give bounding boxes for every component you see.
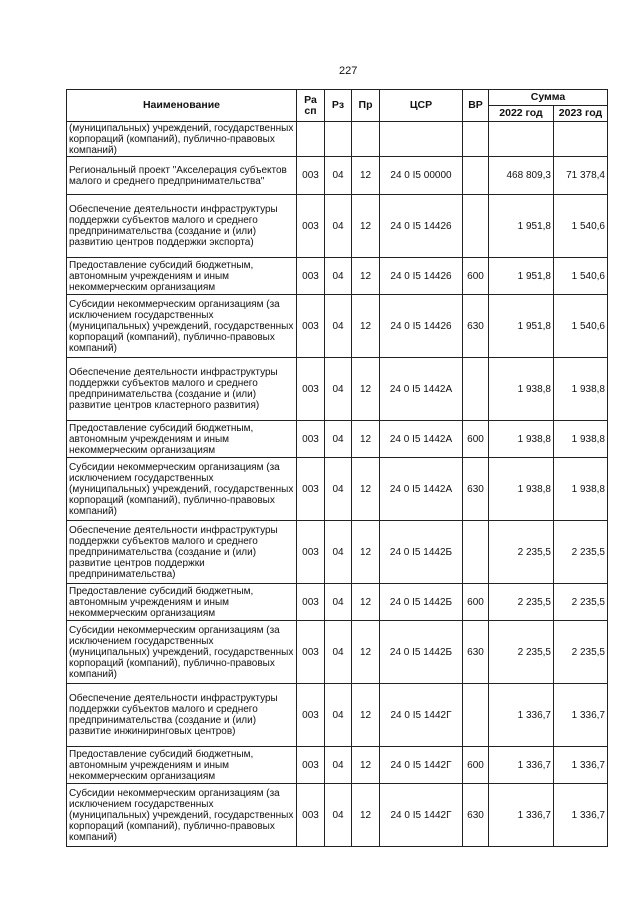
row-pr-cell: 12 <box>352 458 380 521</box>
row-name-cell: Субсидии некоммерческим организациям (за исключением государственных (муниципальных) учреждений, государственных корпораций (компаний), публично-правовых компаний) <box>67 784 297 847</box>
header-csr: ЦСР <box>380 90 463 122</box>
row-vr-cell <box>463 521 489 584</box>
row-name-cell: Обеспечение деятельности инфраструктуры поддержки субъектов малого и среднего предпринимательства (создание и (или) развитию центров поддержки экспорта) <box>67 195 297 258</box>
row-rasp-cell: 003 <box>297 295 325 358</box>
row-sum-2023-cell: 1 938,8 <box>554 421 608 458</box>
row-pr-cell: 12 <box>352 195 380 258</box>
row-vr-cell: 630 <box>463 784 489 847</box>
row-csr-cell: 24 0 I5 1442Б <box>380 521 463 584</box>
table-body <box>67 122 608 847</box>
row-name-cell: Субсидии некоммерческим организациям (за исключением государственных (муниципальных) учреждений, государственных корпораций (компаний), публично-правовых компаний) <box>67 621 297 684</box>
row-sum-2023-cell: 1 336,7 <box>554 684 608 747</box>
row-rz-cell: 04 <box>325 295 352 358</box>
row-rz-cell: 04 <box>325 784 352 847</box>
row-csr-cell: 24 0 I5 1442Б <box>380 584 463 621</box>
header-sum: Сумма <box>489 90 608 106</box>
row-vr-cell <box>463 358 489 421</box>
row-name-cell: (муниципальных) учреждений, государственных корпораций (компаний), публично-правовых компаний) <box>67 122 297 157</box>
row-name-cell: Предоставление субсидий бюджетным, автономным учреждениям и иным некоммерческим организациям <box>67 747 297 784</box>
table-row <box>67 421 608 458</box>
row-sum-2023-cell <box>554 122 608 157</box>
row-name-cell: Обеспечение деятельности инфраструктуры поддержки субъектов малого и среднего предпринимательства (создание и (или) развитие центров поддержки предпринимательства) <box>67 521 297 584</box>
row-sum-2023-cell: 1 336,7 <box>554 747 608 784</box>
row-sum-2023-cell: 1 938,8 <box>554 458 608 521</box>
row-rasp-cell: 003 <box>297 157 325 195</box>
row-sum-2022-cell: 1 938,8 <box>489 458 554 521</box>
row-csr-cell: 24 0 I5 1442Г <box>380 747 463 784</box>
header-rz: Рз <box>325 90 352 122</box>
row-pr-cell <box>352 122 380 157</box>
row-vr-cell: 630 <box>463 458 489 521</box>
row-vr-cell <box>463 122 489 157</box>
row-sum-2023-cell: 1 336,7 <box>554 784 608 847</box>
row-csr-cell: 24 0 I5 1442Б <box>380 621 463 684</box>
row-csr-cell: 24 0 I5 14426 <box>380 195 463 258</box>
row-pr-cell: 12 <box>352 421 380 458</box>
row-rasp-cell <box>297 122 325 157</box>
header-rasp: Ра сп <box>297 90 325 122</box>
row-rasp-cell: 003 <box>297 258 325 295</box>
table-row <box>67 784 608 847</box>
row-rasp-cell: 003 <box>297 521 325 584</box>
row-csr-cell: 24 0 I5 14426 <box>380 258 463 295</box>
row-rz-cell: 04 <box>325 258 352 295</box>
row-sum-2023-cell: 1 540,6 <box>554 295 608 358</box>
row-sum-2022-cell: 1 951,8 <box>489 258 554 295</box>
row-csr-cell: 24 0 I5 14426 <box>380 295 463 358</box>
table-row <box>67 747 608 784</box>
row-pr-cell: 12 <box>352 295 380 358</box>
row-name-cell: Обеспечение деятельности инфраструктуры поддержки субъектов малого и среднего предпринимательства (создание и (или) развитие центров кластерного развития) <box>67 358 297 421</box>
row-sum-2022-cell: 1 336,7 <box>489 747 554 784</box>
row-sum-2022-cell: 1 336,7 <box>489 684 554 747</box>
header-pr: Пр <box>352 90 380 122</box>
row-vr-cell <box>463 684 489 747</box>
table-row <box>67 295 608 358</box>
header-name: Наименование <box>67 90 297 122</box>
row-sum-2023-cell: 1 540,6 <box>554 195 608 258</box>
row-rz-cell: 04 <box>325 458 352 521</box>
row-rz-cell: 04 <box>325 157 352 195</box>
row-csr-cell: 24 0 I5 1442А <box>380 458 463 521</box>
row-pr-cell: 12 <box>352 747 380 784</box>
table-row <box>67 358 608 421</box>
row-csr-cell <box>380 122 463 157</box>
row-rz-cell: 04 <box>325 358 352 421</box>
row-rasp-cell: 003 <box>297 195 325 258</box>
row-rasp-cell: 003 <box>297 421 325 458</box>
row-pr-cell: 12 <box>352 521 380 584</box>
table-row <box>67 122 608 157</box>
row-vr-cell: 600 <box>463 258 489 295</box>
row-csr-cell: 24 0 I5 1442Г <box>380 784 463 847</box>
row-vr-cell: 630 <box>463 295 489 358</box>
table-row <box>67 621 608 684</box>
row-rz-cell: 04 <box>325 521 352 584</box>
row-rasp-cell: 003 <box>297 458 325 521</box>
row-csr-cell: 24 0 I5 00000 <box>380 157 463 195</box>
row-sum-2022-cell: 1 951,8 <box>489 195 554 258</box>
row-vr-cell <box>463 195 489 258</box>
row-vr-cell: 600 <box>463 747 489 784</box>
row-vr-cell <box>463 157 489 195</box>
row-sum-2022-cell: 1 336,7 <box>489 784 554 847</box>
table-row <box>67 195 608 258</box>
row-vr-cell: 600 <box>463 421 489 458</box>
row-rz-cell: 04 <box>325 684 352 747</box>
row-vr-cell: 630 <box>463 621 489 684</box>
row-sum-2023-cell: 2 235,5 <box>554 621 608 684</box>
row-name-cell: Субсидии некоммерческим организациям (за исключением государственных (муниципальных) учреждений, государственных корпораций (компаний), публично-правовых компаний) <box>67 295 297 358</box>
row-rasp-cell: 003 <box>297 584 325 621</box>
row-rasp-cell: 003 <box>297 358 325 421</box>
row-sum-2022-cell: 468 809,3 <box>489 157 554 195</box>
header-year-2023: 2023 год <box>554 106 608 122</box>
row-sum-2023-cell: 71 378,4 <box>554 157 608 195</box>
table-row <box>67 258 608 295</box>
row-vr-cell: 600 <box>463 584 489 621</box>
row-pr-cell: 12 <box>352 684 380 747</box>
table-row <box>67 584 608 621</box>
row-rasp-cell: 003 <box>297 747 325 784</box>
row-name-cell: Субсидии некоммерческим организациям (за исключением государственных (муниципальных) учреждений, государственных корпораций (компаний), публично-правовых компаний) <box>67 458 297 521</box>
row-sum-2022-cell: 1 951,8 <box>489 295 554 358</box>
table-row <box>67 521 608 584</box>
row-rz-cell: 04 <box>325 747 352 784</box>
row-sum-2023-cell: 1 938,8 <box>554 358 608 421</box>
row-pr-cell: 12 <box>352 784 380 847</box>
row-csr-cell: 24 0 I5 1442А <box>380 421 463 458</box>
row-csr-cell: 24 0 I5 1442Г <box>380 684 463 747</box>
row-pr-cell: 12 <box>352 358 380 421</box>
row-csr-cell: 24 0 I5 1442А <box>380 358 463 421</box>
header-year-2022: 2022 год <box>489 106 554 122</box>
table-row <box>67 157 608 195</box>
row-rasp-cell: 003 <box>297 684 325 747</box>
budget-table <box>66 89 608 847</box>
row-sum-2022-cell: 1 938,8 <box>489 421 554 458</box>
row-sum-2022-cell <box>489 122 554 157</box>
header-vr: ВР <box>463 90 489 122</box>
row-pr-cell: 12 <box>352 258 380 295</box>
row-rasp-cell: 003 <box>297 621 325 684</box>
header-row <box>67 90 608 106</box>
row-rz-cell <box>325 122 352 157</box>
row-sum-2022-cell: 2 235,5 <box>489 521 554 584</box>
table-row <box>67 684 608 747</box>
row-sum-2023-cell: 2 235,5 <box>554 584 608 621</box>
row-name-cell: Предоставление субсидий бюджетным, автономным учреждениям и иным некоммерческим организациям <box>67 421 297 458</box>
page-number: 227 <box>339 65 358 77</box>
row-name-cell: Предоставление субсидий бюджетным, автономным учреждениям и иным некоммерческим организациям <box>67 258 297 295</box>
row-pr-cell: 12 <box>352 157 380 195</box>
row-sum-2023-cell: 1 540,6 <box>554 258 608 295</box>
row-rz-cell: 04 <box>325 421 352 458</box>
row-pr-cell: 12 <box>352 584 380 621</box>
row-pr-cell: 12 <box>352 621 380 684</box>
row-rasp-cell: 003 <box>297 784 325 847</box>
row-name-cell: Обеспечение деятельности инфраструктуры поддержки субъектов малого и среднего предпринимательства (создание и (или) развитие инжиниринговых центров) <box>67 684 297 747</box>
row-name-cell: Предоставление субсидий бюджетным, автономным учреждениям и иным некоммерческим организациям <box>67 584 297 621</box>
row-rz-cell: 04 <box>325 621 352 684</box>
row-sum-2022-cell: 2 235,5 <box>489 584 554 621</box>
row-rz-cell: 04 <box>325 584 352 621</box>
row-sum-2023-cell: 2 235,5 <box>554 521 608 584</box>
row-rz-cell: 04 <box>325 195 352 258</box>
row-name-cell: Региональный проект "Акселерация субъектов малого и среднего предпринимательства" <box>67 157 297 195</box>
row-sum-2022-cell: 2 235,5 <box>489 621 554 684</box>
row-sum-2022-cell: 1 938,8 <box>489 358 554 421</box>
table-row <box>67 458 608 521</box>
